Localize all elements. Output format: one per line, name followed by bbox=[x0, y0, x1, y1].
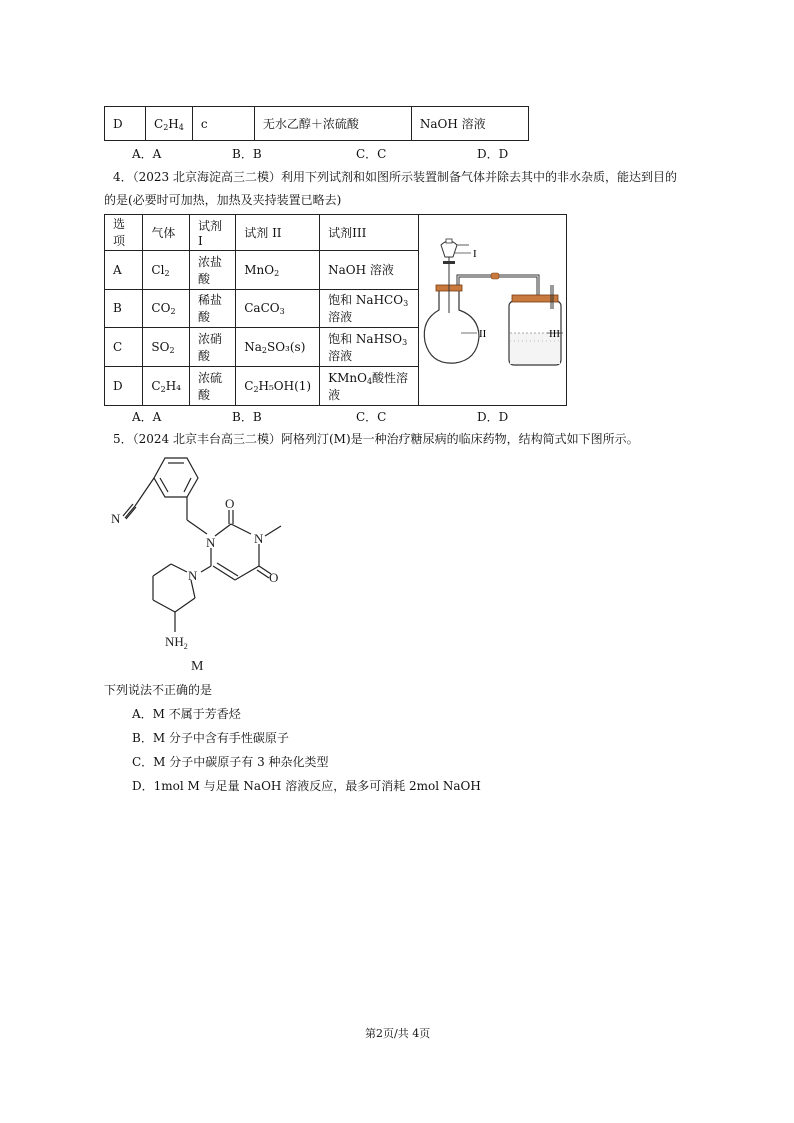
q4-stem-line2: 的是(必要时可加热，加热及夹持装置已略去) bbox=[104, 193, 342, 207]
choice-c[interactable]: C．C bbox=[356, 147, 387, 161]
q5-question: 下列说法不正确的是 bbox=[104, 683, 213, 697]
apparatus-cell bbox=[418, 215, 566, 406]
atom-n-nitrile: N bbox=[111, 511, 121, 526]
choice-c[interactable]: C．C bbox=[356, 410, 387, 424]
q5-option-b[interactable]: B．M 分子中含有手性碳原子 bbox=[132, 731, 289, 745]
cell-reagent: 无水乙醇＋浓硫酸 bbox=[254, 107, 411, 141]
header-gas: 气体 bbox=[143, 215, 190, 251]
label-i: I bbox=[472, 248, 477, 260]
choice-b[interactable]: B．B bbox=[232, 147, 262, 161]
cell-removal: NaOH 溶液 bbox=[411, 107, 528, 141]
apparatus-diagram bbox=[419, 215, 566, 405]
atom-n1: N bbox=[206, 535, 216, 550]
q4-table bbox=[104, 214, 567, 406]
cell-gas: $C_2H_4$ bbox=[146, 107, 193, 141]
header-reagent2: 试剂 II bbox=[236, 215, 320, 251]
choice-b[interactable]: B．B bbox=[232, 410, 262, 424]
table-row: B $CO_2$ 稀盐酸 CaCO$_3$ 饱和 NaHCO$_3$溶液 bbox=[105, 289, 567, 328]
choice-a[interactable]: A．A bbox=[132, 147, 162, 161]
cell-device: c bbox=[192, 107, 254, 141]
cell-option: D bbox=[105, 107, 146, 141]
header-reagent1: 试剂 I bbox=[189, 215, 235, 251]
table-row: A $Cl_2$ 浓盐酸 MnO$_2$ NaOH 溶液 bbox=[105, 250, 567, 289]
alogliptin-structure bbox=[105, 448, 305, 676]
atom-o-top: O bbox=[225, 496, 235, 511]
q3-table-last-row bbox=[104, 106, 529, 141]
choice-d[interactable]: D．D bbox=[477, 147, 509, 161]
q5-option-a[interactable]: A．M 不属于芳香烃 bbox=[132, 707, 241, 721]
q5-stem: 5．（2024 北京丰台高三二模）阿格列汀(M)是一种治疗糖尿病的临床药物，结构简式如下图所示。 bbox=[113, 432, 639, 446]
choice-a[interactable]: A．A bbox=[132, 410, 162, 424]
atom-n3: N bbox=[254, 531, 264, 546]
q5-option-c[interactable]: C．M 分子中碳原子有 3 种杂化类型 bbox=[132, 755, 329, 769]
structure-label-m: M bbox=[191, 659, 204, 674]
page-footer: 第2页/共 4页 bbox=[365, 1027, 431, 1040]
table-row: C $SO_2$ 浓硝酸 $Na_2SO_3(s)$ 饱和 NaHSO$_3$溶液 bbox=[105, 328, 567, 367]
atom-n-piperidine: N bbox=[188, 568, 198, 583]
label-iii: III bbox=[548, 328, 560, 340]
label-ii: II bbox=[478, 328, 487, 340]
atom-o-bottom: O bbox=[269, 570, 279, 585]
header-reagent3: 试剂III bbox=[320, 215, 419, 251]
q5-option-d[interactable]: D．1mol M 与足量 NaOH 溶液反应，最多可消耗 2mol NaOH bbox=[132, 779, 481, 793]
atom-nh2: $NH_2$ bbox=[165, 634, 188, 651]
q4-stem-line1: 4．（2023 北京海淀高三二模）利用下列试剂和如图所示装置制备气体并除去其中的非水杂质，能达到目的 bbox=[113, 170, 677, 184]
header-option: 选项 bbox=[105, 215, 143, 251]
choice-d[interactable]: D．D bbox=[477, 410, 509, 424]
table-row: D $C_2H_4$ 浓硫酸 $C_2H_5OH(1)$ KMnO$_4$酸性溶液 bbox=[105, 367, 567, 406]
